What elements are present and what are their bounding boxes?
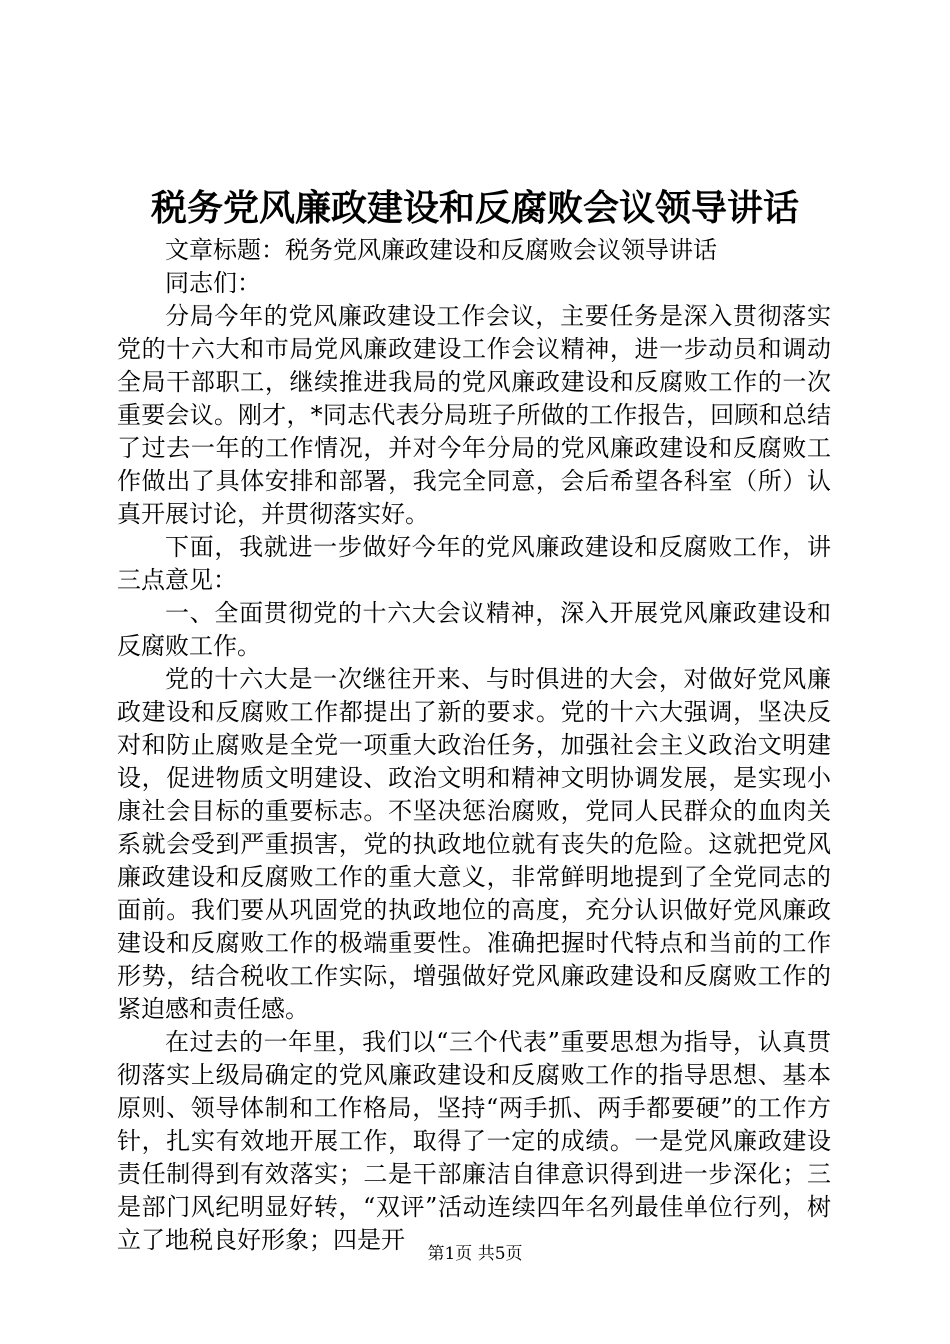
document-title: 税务党风廉政建设和反腐败会议领导讲话 xyxy=(150,187,799,229)
paragraph-party-congress: 党的十六大是一次继往开来、与时俱进的大会，对做好党风廉政建设和反腐败工作都提出了新的要求。党的十六大强调，坚决反对和防止腐败是全党一项重大政治任务，加强社会主义政治文明建设，促进物质文明建设、政治文明和精神文明协调发展，是实现小康社会目标的重要标志。不坚决惩治腐败，党同人民群众的血肉关系就会受到严重损害，党的执政地位就有丧失的危险。这就把党风廉政建设和反腐败工作的重大意义，非常鲜明地提到了全党同志的面前。我们要从巩固党的执政地位的高度，充分认识做好党风廉政建设和反腐败工作的极端重要性。准确把握时代特点和当前的工作形势，结合税收工作实际，增强做好党风廉政建设和反腐败工作的紧迫感和责任感。 xyxy=(117,665,831,1023)
paragraph-past-year: 在过去的一年里，我们以“三个代表”重要思想为指导，认真贯彻落实上级局确定的党风廉政建设和反腐败工作的指导思想、基本原则、领导体制和工作格局，坚持“两手抓、两手都要硬”的工作方针，扎实有效地开展工作，取得了一定的成绩。一是党风廉政建设责任制得到有效落实；二是干部廉洁自律意识得到进一步深化；三是部门风纪明显好转，“双评”活动连续四年名列最佳单位行列，树立了地税良好形象；四是开 xyxy=(117,1028,831,1254)
paragraph-transition: 下面，我就进一步做好今年的党风廉政建设和反腐败工作，讲三点意见： xyxy=(117,533,831,594)
article-title-line: 文章标题：税务党风廉政建设和反腐败会议领导讲话 xyxy=(165,236,717,264)
section-heading-1: 一、全面贯彻党的十六大会议精神，深入开展党风廉政建设和反腐败工作。 xyxy=(117,599,831,660)
salutation: 同志们： xyxy=(165,269,261,297)
paragraph-intro: 分局今年的党风廉政建设工作会议，主要任务是深入贯彻落实党的十六大和市局党风廉政建设工作会议精神，进一步动员和调动全局干部职工，继续推进我局的党风廉政建设和反腐败工作的一次重要会议。刚才，*同志代表分局班子所做的工作报告，回顾和总结了过去一年的工作情况，并对今年分局的党风廉政建设和反腐败工作做出了具体安排和部署，我完全同意，会后希望各科室（所）认真开展讨论，并贯彻落实好。 xyxy=(117,302,831,528)
page-footer: 第1页 共5页 xyxy=(427,1244,523,1264)
document-body xyxy=(117,234,831,1257)
